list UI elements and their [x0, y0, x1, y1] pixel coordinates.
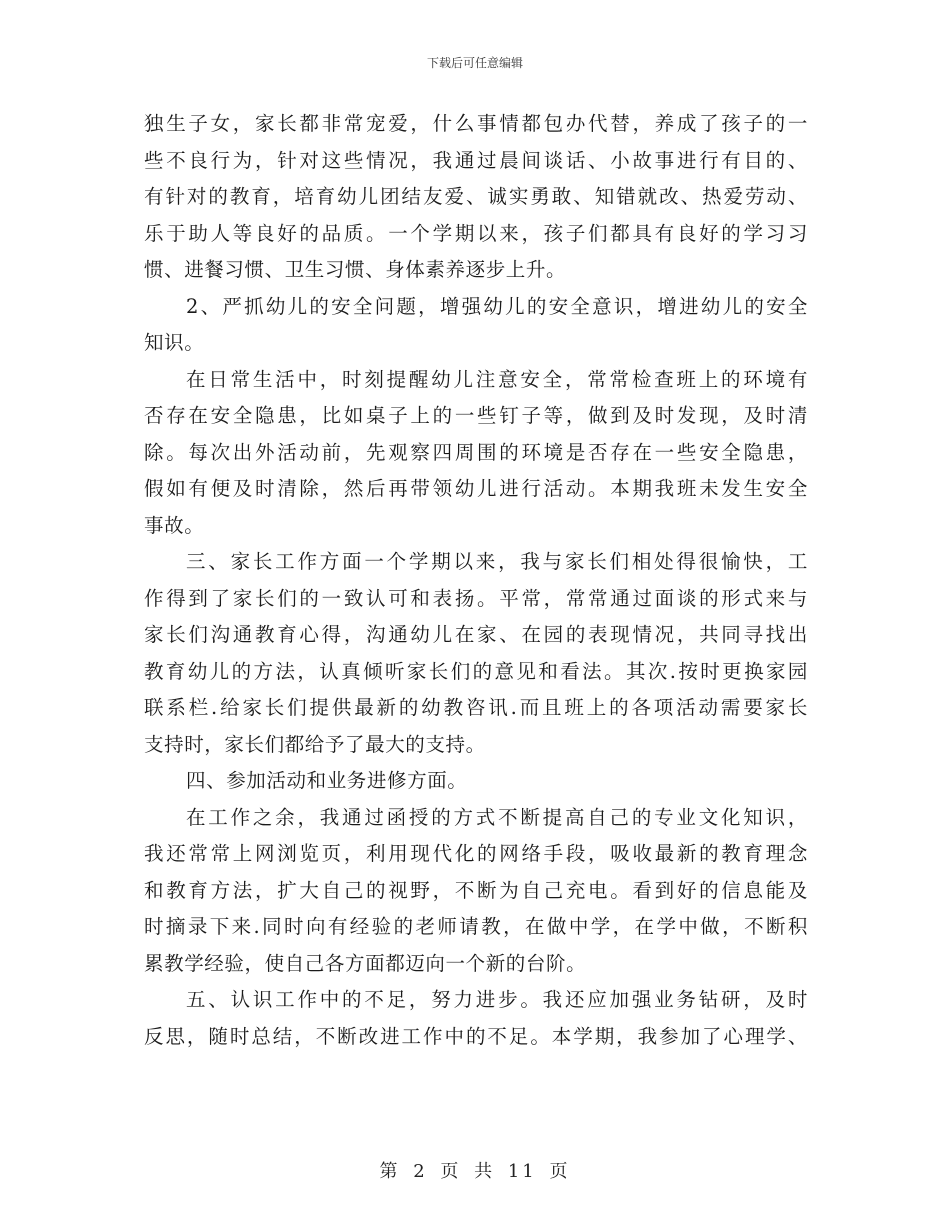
text-line: 作得到了家长们的一致认可和表扬。平常，常常通过面谈的形式来与 — [144, 586, 808, 610]
text-line: 时摘录下来.同时向有经验的老师请教，在做中学，在学中做，不断积 — [144, 915, 808, 938]
text-line: 独生子女，家长都非常宠爱，什么事情都包办代替，养成了孩子的一 — [144, 112, 808, 135]
text-line: 和教育方法，扩大自己的视野，不断为自己充电。看到好的信息能及 — [144, 878, 808, 902]
text-line: 知识。 — [144, 331, 205, 354]
text-line: 教育幼儿的方法，认真倾听家长们的意见和看法。其次.按时更换家园 — [144, 659, 808, 683]
text-line: 家长们沟通教育心得，沟通幼儿在家、在园的表现情况，共同寻找出 — [144, 623, 808, 646]
text-line: 三、家长工作方面一个学期以来，我与家长们相处得很愉快，工 — [186, 550, 808, 573]
text-line: 事故。 — [144, 513, 205, 537]
text-line: 在工作之余，我通过函授的方式不断提高自己的专业文化知识， — [186, 805, 808, 829]
text-line: 乐于助人等良好的品质。一个学期以来，孩子们都具有良好的学习习 — [144, 221, 808, 245]
text-line: 反思，随时总结，不断改进工作中的不足。本学期，我参加了心理学、 — [144, 1024, 808, 1048]
text-line: 四、参加活动和业务进修方面。 — [186, 769, 468, 792]
text-line: 假如有便及时清除，然后再带领幼儿进行活动。本期我班未发生安全 — [144, 477, 808, 500]
text-line: 惯、进餐习惯、卫生习惯、身体素养逐步上升。 — [144, 258, 567, 281]
document-body — [144, 106, 808, 1055]
text-line: 否存在安全隐患，比如桌子上的一些钉子等，做到及时发现，及时清 — [144, 404, 808, 427]
text-line: 有针对的教育，培育幼儿团结友爱、诚实勇敢、知错就改、热爱劳动、 — [144, 185, 808, 208]
text-line: 我还常常上网浏览页，利用现代化的网络手段，吸收最新的教育理念 — [144, 842, 808, 865]
text-line: 些不良行为，针对这些情况，我通过晨间谈话、小故事进行有目的、 — [144, 148, 808, 172]
text-line: 在日常生活中，时刻提醒幼儿注意安全，常常检查班上的环境有 — [186, 367, 808, 391]
text-line: 联系栏.给家长们提供最新的幼教咨讯.而且班上的各项活动需要家长 — [144, 696, 808, 719]
text-line: 累教学经验，使自己各方面都迈向一个新的台阶。 — [144, 951, 587, 975]
page-header: 下载后可任意编辑 — [426, 56, 523, 70]
text-line: 2、严抓幼儿的安全问题，增强幼儿的安全意识，增进幼儿的安全 — [186, 294, 808, 318]
body-text — [144, 106, 808, 1055]
page-number-footer: 第 2 页 共 11 页 — [379, 1161, 571, 1182]
text-line: 五、认识工作中的不足，努力进步。我还应加强业务钻研，及时 — [186, 988, 808, 1011]
text-line: 支持时，家长们都给予了最大的支持。 — [144, 732, 486, 756]
text-line: 除。每次出外活动前，先观察四周围的环境是否存在一些安全隐患， — [144, 440, 808, 464]
